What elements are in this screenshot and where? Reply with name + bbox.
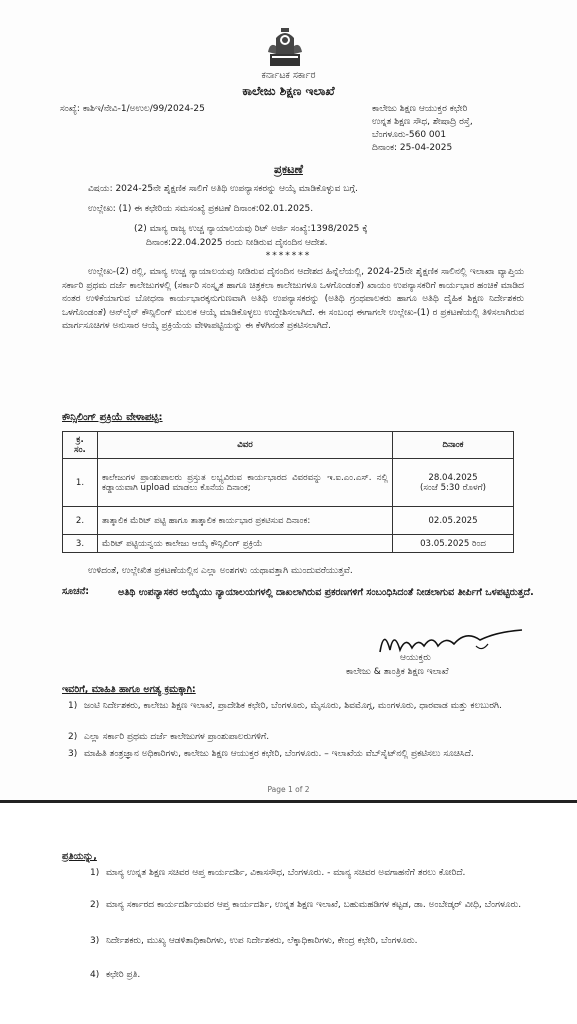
table-row bbox=[63, 507, 514, 535]
issue-date: ದಿನಾಂಕ: 25-04-2025 bbox=[372, 143, 453, 153]
reference-2: (2) ಮಾನ್ಯ ರಾಜ್ಯ ಉಚ್ಚ ನ್ಯಾಯಾಲಯವು ರಿಟ್ ಅರ್ಜಿ ಸಂಖ್ಯೆ:1398/2025 ಕ್ಕೆ bbox=[134, 224, 368, 234]
column-header-serial: ಕ್ರ. ಸಂ. bbox=[63, 432, 98, 459]
distribution-item: 2) ಎಲ್ಲಾ ಸರ್ಕಾರಿ ಪ್ರಥಮ ದರ್ಜೆ ಕಾಲೇಜುಗಳ ಪ್ರಾಂಶುಪಾಲರುಗಳಿಗೆ. bbox=[62, 731, 532, 744]
table-row bbox=[63, 459, 514, 507]
signatory-office: ಕಾಲೇಜು & ತಾಂತ್ರಿಕ ಶಿಕ್ಷಣ ಇಲಾಖೆ bbox=[346, 667, 449, 677]
copy-item: 3) ನಿರ್ದೇಶಕರು, ಮುಖ್ಯ ಆಡಳಿತಾಧಿಕಾರಿಗಳು, ಉಪ ನಿರ್ದೇಶಕರು, ಲೆಕ್ಕಾಧಿಕಾರಿಗಳು, ಕೇಂದ್ರ ಕಛೇರಿ, ಬೆಂಗಳೂರು. bbox=[84, 935, 532, 948]
column-header-detail: ವಿವರ bbox=[98, 432, 393, 459]
distribution-item-text: ಮಾಹಿತಿ ತಂತ್ರಜ್ಞಾನ ಅಧಿಕಾರಿಗಳು, ಕಾಲೇಜು ಶಿಕ್ಷಣ ಆಯುಕ್ತರ ಕಛೇರಿ, ಬೆಂಗಳೂರು. – ಇಲಾಖೆಯ ವೆಬ್‌ಸೈಟ್‌ನಲ್ಲಿ ಪ್ರಕಟಿಸಲು ಸೂಚಿಸಿದೆ. bbox=[84, 749, 474, 759]
row-date: 28.04.2025 (ಸಂಜೆ 5:30 ರೊಳಗೆ) bbox=[393, 459, 514, 507]
copy-item-text: ಮಾನ್ಯ ಸರ್ಕಾರದ ಕಾರ್ಯದರ್ಶಿಯವರ ಆಪ್ತ ಕಾರ್ಯದರ್ಶಿ, ಉನ್ನತ ಶಿಕ್ಷಣ ಇಲಾಖೆ, ಬಹುಮಹಡಿಗಳ ಕಟ್ಟಡ, ಡಾ. ಅಂಬೇಡ್ಕರ್ ವೀಧಿ, ಬೆಂಗಳೂರು. bbox=[106, 900, 522, 910]
row-serial: 3. bbox=[63, 535, 98, 553]
note-text: ಅತಿಥಿ ಉಪನ್ಯಾಸಕರ ಆಯ್ಕೆಯು ನ್ಯಾಯಾಲಯಗಳಲ್ಲಿ ದಾಖಲಾಗಿರುವ ಪ್ರಕರಣಗಳಿಗೆ ಸಂಬಂಧಿಸಿದಂತೆ ನೀಡಲಾಗುವ ತೀರ್ಪಿಗೆ ಒಳಪಟ್ಟಿರುತ್ತದೆ. bbox=[118, 587, 534, 598]
schedule-heading: ಕೌನ್ಸಿಲಿಂಗ್ ಪ್ರಕ್ರಿಯೆ ವೇಳಾಪಟ್ಟಿ: bbox=[62, 412, 163, 423]
subject-line: ವಿಷಯ: 2024-25ನೇ ಶೈಕ್ಷಣಿಕ ಸಾಲಿಗೆ ಅತಿಥಿ ಉಪನ್ಯಾಸಕರನ್ನು ಆಯ್ಕೆ ಮಾಡಿಕೊಳ್ಳುವ ಬಗ್ಗೆ. bbox=[88, 184, 358, 194]
body-paragraph: ಉಲ್ಲೇಖ-(2) ರಲ್ಲಿ, ಮಾನ್ಯ ಉಚ್ಚ ನ್ಯಾಯಾಲಯವು ನೀಡಿರುವ ದೈನಂದಿನ ಆದೇಶದ ಹಿನ್ನೆಲೆಯಲ್ಲಿ, 2024-25ನೇ ಶೈಕ್ಷಣಿಕ ಸಾಲಿನಲ್ಲಿ ಇಲಾಖಾ ವ್ಯಾಪ್ತಿಯ ಸರ್ಕಾರಿ ಪ್ರಥಮ ದರ್ಜೆ ಕಾಲೇಜುಗಳಲ್ಲಿ (ಸರ್ಕಾರಿ ಸಂಸ್ಕೃತ ಹಾಗೂ ಚಿತ್ರಕಲಾ ಕಾಲೇಜುಗಳೂ ಒಳಗೊಂಡಂತೆ) ಖಾಯಂ ಉಪನ್ಯಾಸಕರಿಗೆ ಕಾರ್ಯಭಾರ ಹಂಚಿಕೆ ಮಾಡಿದ ನಂತರ ಉಳಿಕೆಯಾಗುವ ಬೋಧನಾ ಕಾರ್ಯಭಾರಕ್ಕನುಗುಣವಾಗಿ ಅತಿಥಿ ಉಪನ್ಯಾಸಕರನ್ನು (ಅತಿಥಿ ಗ್ರಂಥಪಾಲಕರು ಹಾಗೂ ಅತಿಥಿ ದೈಹಿಕ ಶಿಕ್ಷಣ ನಿರ್ದೇಶಕರು ಒಳಗೊಂಡಂತೆ) ಆನ್‌ಲೈನ್ ಕೌನ್ಸಿಲಿಂಗ್ ಮುಲಕ ಆಯ್ಕೆ ಮಾಡಿಕೊಳ್ಳಲು ಉದ್ದೇಶಿಸಲಾಗಿದೆ. ಈ ಸಂಬಂಧ ಈಗಾಗಲೇ ಉಲ್ಲೇಖ-(1) ರ ಪ್ರಕಟಣೆಯಲ್ಲಿ ತಿಳಿಸಲಾಗಿರುವ ಮಾರ್ಗಸೂಚಿಗಳ ಅನುಸಾರ ಆಯ್ಕೆ ಪ್ರಕ್ರಿಯೆಯ ವೇಳಾಪಟ್ಟಿಯನ್ನು ಈ ಕೆಳಗಿನಂತೆ ಪ್ರಕಟಿಸಲಾಗಿದೆ. bbox=[62, 267, 524, 332]
column-header-date: ದಿನಾಂಕ bbox=[393, 432, 514, 459]
government-name: ಕರ್ನಾಟಕ ಸರ್ಕಾರ bbox=[261, 70, 316, 81]
karnataka-emblem-icon bbox=[262, 24, 308, 70]
distribution-item: 3) ಮಾಹಿತಿ ತಂತ್ರಜ್ಞಾನ ಅಧಿಕಾರಿಗಳು, ಕಾಲೇಜು ಶಿಕ್ಷಣ ಆಯುಕ್ತರ ಕಛೇರಿ, ಬೆಂಗಳೂರು. – ಇಲಾಖೆಯ ವೆಬ್‌ಸೈಟ್‌ನಲ್ಲಿ ಪ್ರಕಟಿಸಲು ಸೂಚಿಸಿದೆ. bbox=[62, 748, 532, 761]
page-number: Page 1 of 2 bbox=[267, 785, 310, 794]
copy-item: 1) ಮಾನ್ಯ ಉನ್ನತ ಶಿಕ್ಷಣ ಸಚಿವರ ಆಪ್ತ ಕಾರ್ಯದರ್ಶಿ, ವಿಕಾಸಸೌಧ, ಬೆಂಗಳೂರು. - ಮಾನ್ಯ ಸಚಿವರ ಅವಗಾಹನೆಗೆ ತರಲು ಕೋರಿದೆ. bbox=[84, 867, 532, 880]
reference-1: ಉಲ್ಲೇಖ: (1) ಈ ಕಛೇರಿಯ ಸಮಸಂಖ್ಯೆ ಪ್ರಕಟಣೆ ದಿನಾಂಕ:02.01.2025. bbox=[88, 204, 314, 214]
row-detail: ತಾತ್ಕಾಲಿಕ ಮೆರಿಟ್ ಪಟ್ಟಿ ಹಾಗೂ ತಾತ್ಕಾಲಿಕ ಕಾರ್ಯಭಾರ ಪ್ರಕಟಿಸುವ ದಿನಾಂಕ: bbox=[98, 507, 393, 535]
copy-item: 4) ಕಛೇರಿ ಪ್ರತಿ. bbox=[84, 969, 532, 982]
document-title: ಪ್ರಕಟಣೆ bbox=[274, 162, 303, 176]
table-row bbox=[63, 535, 514, 553]
reference-2-cont: ದಿನಾಂಕ:22.04.2025 ರಂದು ನೀಡಿರುವ ದೈನಂದಿನ ಆದೇಶ. bbox=[146, 238, 328, 248]
page-2 bbox=[0, 803, 577, 1024]
row-serial: 1. bbox=[63, 459, 98, 507]
schedule-table bbox=[62, 431, 514, 553]
closing-line: ಉಳಿದಂತೆ, ಉಲ್ಲೇಖಿತ ಪ್ರಕಟಣೆಯಲ್ಲಿನ ಎಲ್ಲಾ ಅಂಶಗಳು ಯಥಾವತ್ತಾಗಿ ಮುಂದುವರೆಯುತ್ತವೆ. bbox=[88, 566, 353, 576]
department-name: ಕಾಲೇಜು ಶಿಕ್ಷಣ ಇಲಾಖೆ bbox=[242, 84, 335, 98]
signatory-designation: ಆಯುಕ್ತರು bbox=[400, 653, 431, 663]
row-detail: ಕಾಲೇಜುಗಳ ಪ್ರಾಂಶುಪಾಲರು ಪ್ರಸ್ತುತ ಲಭ್ಯವಿರುವ ಕಾರ್ಯಭಾರದ ವಿವರವನ್ನು ಇ.ಐ.ಎಂ.ಎಸ್. ನಲ್ಲಿ ಕಡ್ಡಾಯವಾಗಿ upload ಮಾಡಲು ಕೊನೆಯ ದಿನಾಂಕ; bbox=[98, 459, 393, 507]
copy-item-text: ಕಛೇರಿ ಪ್ರತಿ. bbox=[106, 970, 141, 980]
row-serial: 2. bbox=[63, 507, 98, 535]
copy-item-text: ಮಾನ್ಯ ಉನ್ನತ ಶಿಕ್ಷಣ ಸಚಿವರ ಆಪ್ತ ಕಾರ್ಯದರ್ಶಿ, ವಿಕಾಸಸೌಧ, ಬೆಂಗಳೂರು. - ಮಾನ್ಯ ಸಚಿವರ ಅವಗಾಹನೆಗೆ ತರಲು ಕೋರಿದೆ. bbox=[106, 868, 466, 878]
row-detail: ಮೆರಿಟ್ ಪಟ್ಟಿಯನ್ವಯ ಕಾಲೇಜು ಆಯ್ಕೆ ಕೌನ್ಸಿಲಿಂಗ್ ಪ್ರಕ್ರಿಯೆ bbox=[98, 535, 393, 553]
copy-item-text: ನಿರ್ದೇಶಕರು, ಮುಖ್ಯ ಆಡಳಿತಾಧಿಕಾರಿಗಳು, ಉಪ ನಿರ್ದೇಶಕರು, ಲೆಕ್ಕಾಧಿಕಾರಿಗಳು, ಕೇಂದ್ರ ಕಛೇರಿ, ಬೆಂಗಳೂರು. bbox=[106, 936, 418, 946]
distribution-item-text: ಎಲ್ಲಾ ಸರ್ಕಾರಿ ಪ್ರಥಮ ದರ್ಜೆ ಕಾಲೇಜುಗಳ ಪ್ರಾಂಶುಪಾಲರುಗಳಿಗೆ. bbox=[84, 732, 270, 742]
row-date: 02.05.2025 bbox=[393, 507, 514, 535]
reference-number: ಸಂಖ್ಯೆ: ಕಾಶಿಇ/ನೇವಿ-1/ಅಉಲ/99/2024-25 bbox=[60, 104, 205, 114]
address-line-2: ಉನ್ನತ ಶಿಕ್ಷಣ ಸೌಧ, ಶೇಷಾದ್ರಿ ರಸ್ತೆ, bbox=[372, 117, 473, 127]
address-line-3: ಬೆಂಗಳೂರು-560 001 bbox=[372, 130, 447, 140]
distribution-heading: ಇವರಿಗೆ, ಮಾಹಿತಿ ಹಾಗೂ ಅಗತ್ಯ ಕ್ರಮಕ್ಕಾಗಿ: bbox=[62, 684, 196, 695]
note-label: ಸೂಚನೆ: bbox=[62, 586, 90, 597]
copies-heading: ಪ್ರತಿಯನ್ನು, bbox=[62, 851, 97, 862]
distribution-item: 1) ಜಂಟಿ ನಿರ್ದೇಶಕರು, ಕಾಲೇಜು ಶಿಕ್ಷಣ ಇಲಾಖೆ, ಪ್ರಾದೇಶಿಕ ಕಛೇರಿ, ಬೆಂಗಳೂರು, ಮೈಸೂರು, ಶಿವಮೊಗ್ಗ, ಮಂಗಳೂರು, ಧಾರವಾಡ ಮತ್ತು ಕಲಬುರಗಿ. bbox=[62, 700, 532, 713]
address-line-1: ಕಾಲೇಜು ಶಿಕ್ಷಣ ಆಯುಕ್ತರ ಕಛೇರಿ bbox=[372, 104, 468, 114]
signature-image bbox=[376, 622, 526, 662]
divider-stars: ******* bbox=[265, 251, 312, 261]
row-date: 03.05.2025 ರಿಂದ bbox=[393, 535, 514, 553]
table-header-row bbox=[63, 432, 514, 459]
copy-item: 2) ಮಾನ್ಯ ಸರ್ಕಾರದ ಕಾರ್ಯದರ್ಶಿಯವರ ಆಪ್ತ ಕಾರ್ಯದರ್ಶಿ, ಉನ್ನತ ಶಿಕ್ಷಣ ಇಲಾಖೆ, ಬಹುಮಹಡಿಗಳ ಕಟ್ಟಡ, ಡಾ. ಅಂಬೇಡ್ಕರ್ ವೀಧಿ, ಬೆಂಗಳೂರು. bbox=[84, 899, 532, 912]
distribution-item-text: ಜಂಟಿ ನಿರ್ದೇಶಕರು, ಕಾಲೇಜು ಶಿಕ್ಷಣ ಇಲಾಖೆ, ಪ್ರಾದೇಶಿಕ ಕಛೇರಿ, ಬೆಂಗಳೂರು, ಮೈಸೂರು, ಶಿವಮೊಗ್ಗ, ಮಂಗಳೂರು, ಧಾರವಾಡ ಮತ್ತು ಕಲಬುರಗಿ. bbox=[84, 701, 502, 711]
